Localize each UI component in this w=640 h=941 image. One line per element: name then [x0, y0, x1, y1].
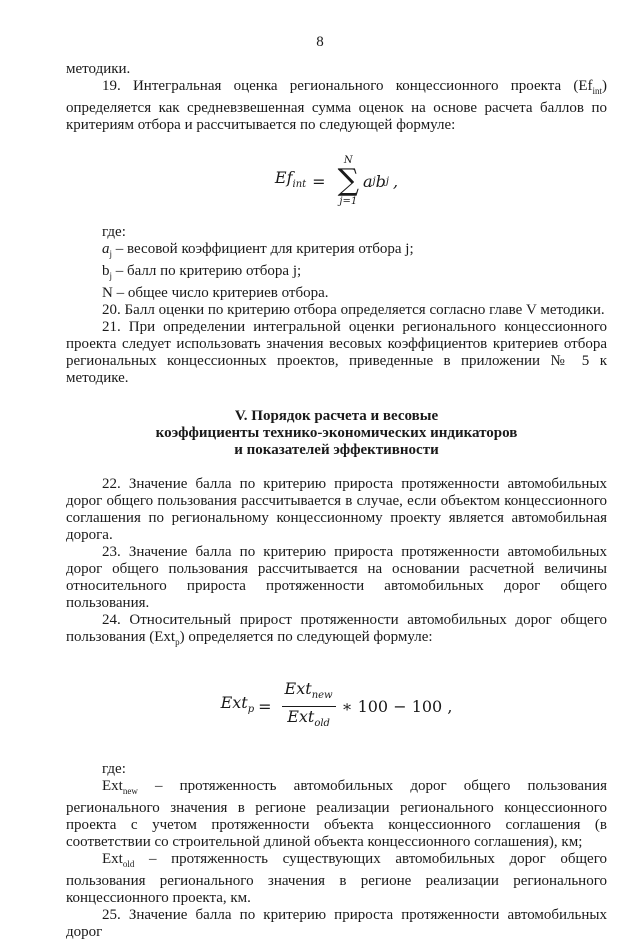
formula-fraction: $\frac{Ext_{new}}{Ext_{old}}$ [282, 680, 336, 731]
definition-ext-new: Ext$_{new}$ – протяженность автомобильных дорог общего пользования регионального значения в регионе реализации регионального концессионного проекта с учетом протяженности объекта концессионного соглашения (в соответствии со строительной длиной объекта концессионного соглашения), км; [66, 778, 607, 850]
document-body [66, 61, 607, 941]
where-label-1: где: [102, 224, 126, 240]
formula-lhs: $Ef_{int}$ [274, 167, 307, 191]
paragraph-23: 23. Значение балла по критерию прироста протяженности автомобильных дорог общего пользования рассчитывается на основании расчетной величины относительного прироста протяженности автомобильных дорог общего пользования. [66, 544, 607, 611]
page-number: 8 [316, 34, 324, 50]
paragraph-25: 25. Значение балла по критерию прироста протяженности автомобильных дорог [66, 907, 607, 940]
paragraph-24: 24. Относительный прирост протяженности автомобильных дорог общего пользования (Ext$_p$) определяется по следующей формуле: [66, 612, 607, 647]
definition-ext-old: Ext$_{old}$ – протяженность существующих автомобильных дорог общего пользования регионального значения в регионе реализации регионального концессионного проекта, км. [66, 851, 607, 906]
formula-integral-score: $Ef_{int}$ = N ∑ j=1 a j b j , [274, 155, 399, 207]
section-heading: V. Порядок расчета и весовые коэффициенты технико-экономических индикаторов и показателей эффективности [155, 408, 518, 458]
intro-fragment: методики. [66, 61, 131, 77]
paragraph-22: 22. Значение балла по критерию прироста протяженности автомобильных дорог общего пользования рассчитывается в случае, если объектом концессионного соглашения по региональному концессионному проекту является автомобильная дорога. [66, 476, 607, 543]
definition-bj: $b_j$ – балл по критерию отбора j; [102, 263, 302, 281]
paragraph-19: 19. Интегральная оценка регионального концессионного проекта $(Ef_{int})$ определяется как средневзвешенная сумма оценок на основе расчета баллов по критериям отбора и рассчитывается по следующей формуле: [66, 78, 607, 133]
paragraph-20: 20. Балл оценки по критерию отбора определяется согласно главе V методики. [102, 302, 605, 318]
definition-n: N – общее число критериев отбора. [102, 285, 329, 301]
where-label-2: где: [102, 761, 126, 777]
paragraph-21: 21. При определении интегральной оценки регионального концессионного проекта следует использовать значения весовых коэффициентов критериев отбора региональных концессионных проектов, приведенные в приложении № 5 к методике. [66, 319, 607, 386]
formula-extension-growth: Ext$_p$ = $\frac{Ext_{new}}{Ext_{old}}$ ∗ 100 − 100 , [66, 651, 607, 761]
sum-operator: N ∑ j=1 [337, 155, 359, 207]
definition-aj: $a_j$ – весовой коэффициент для критерия отбора j; [102, 241, 414, 259]
